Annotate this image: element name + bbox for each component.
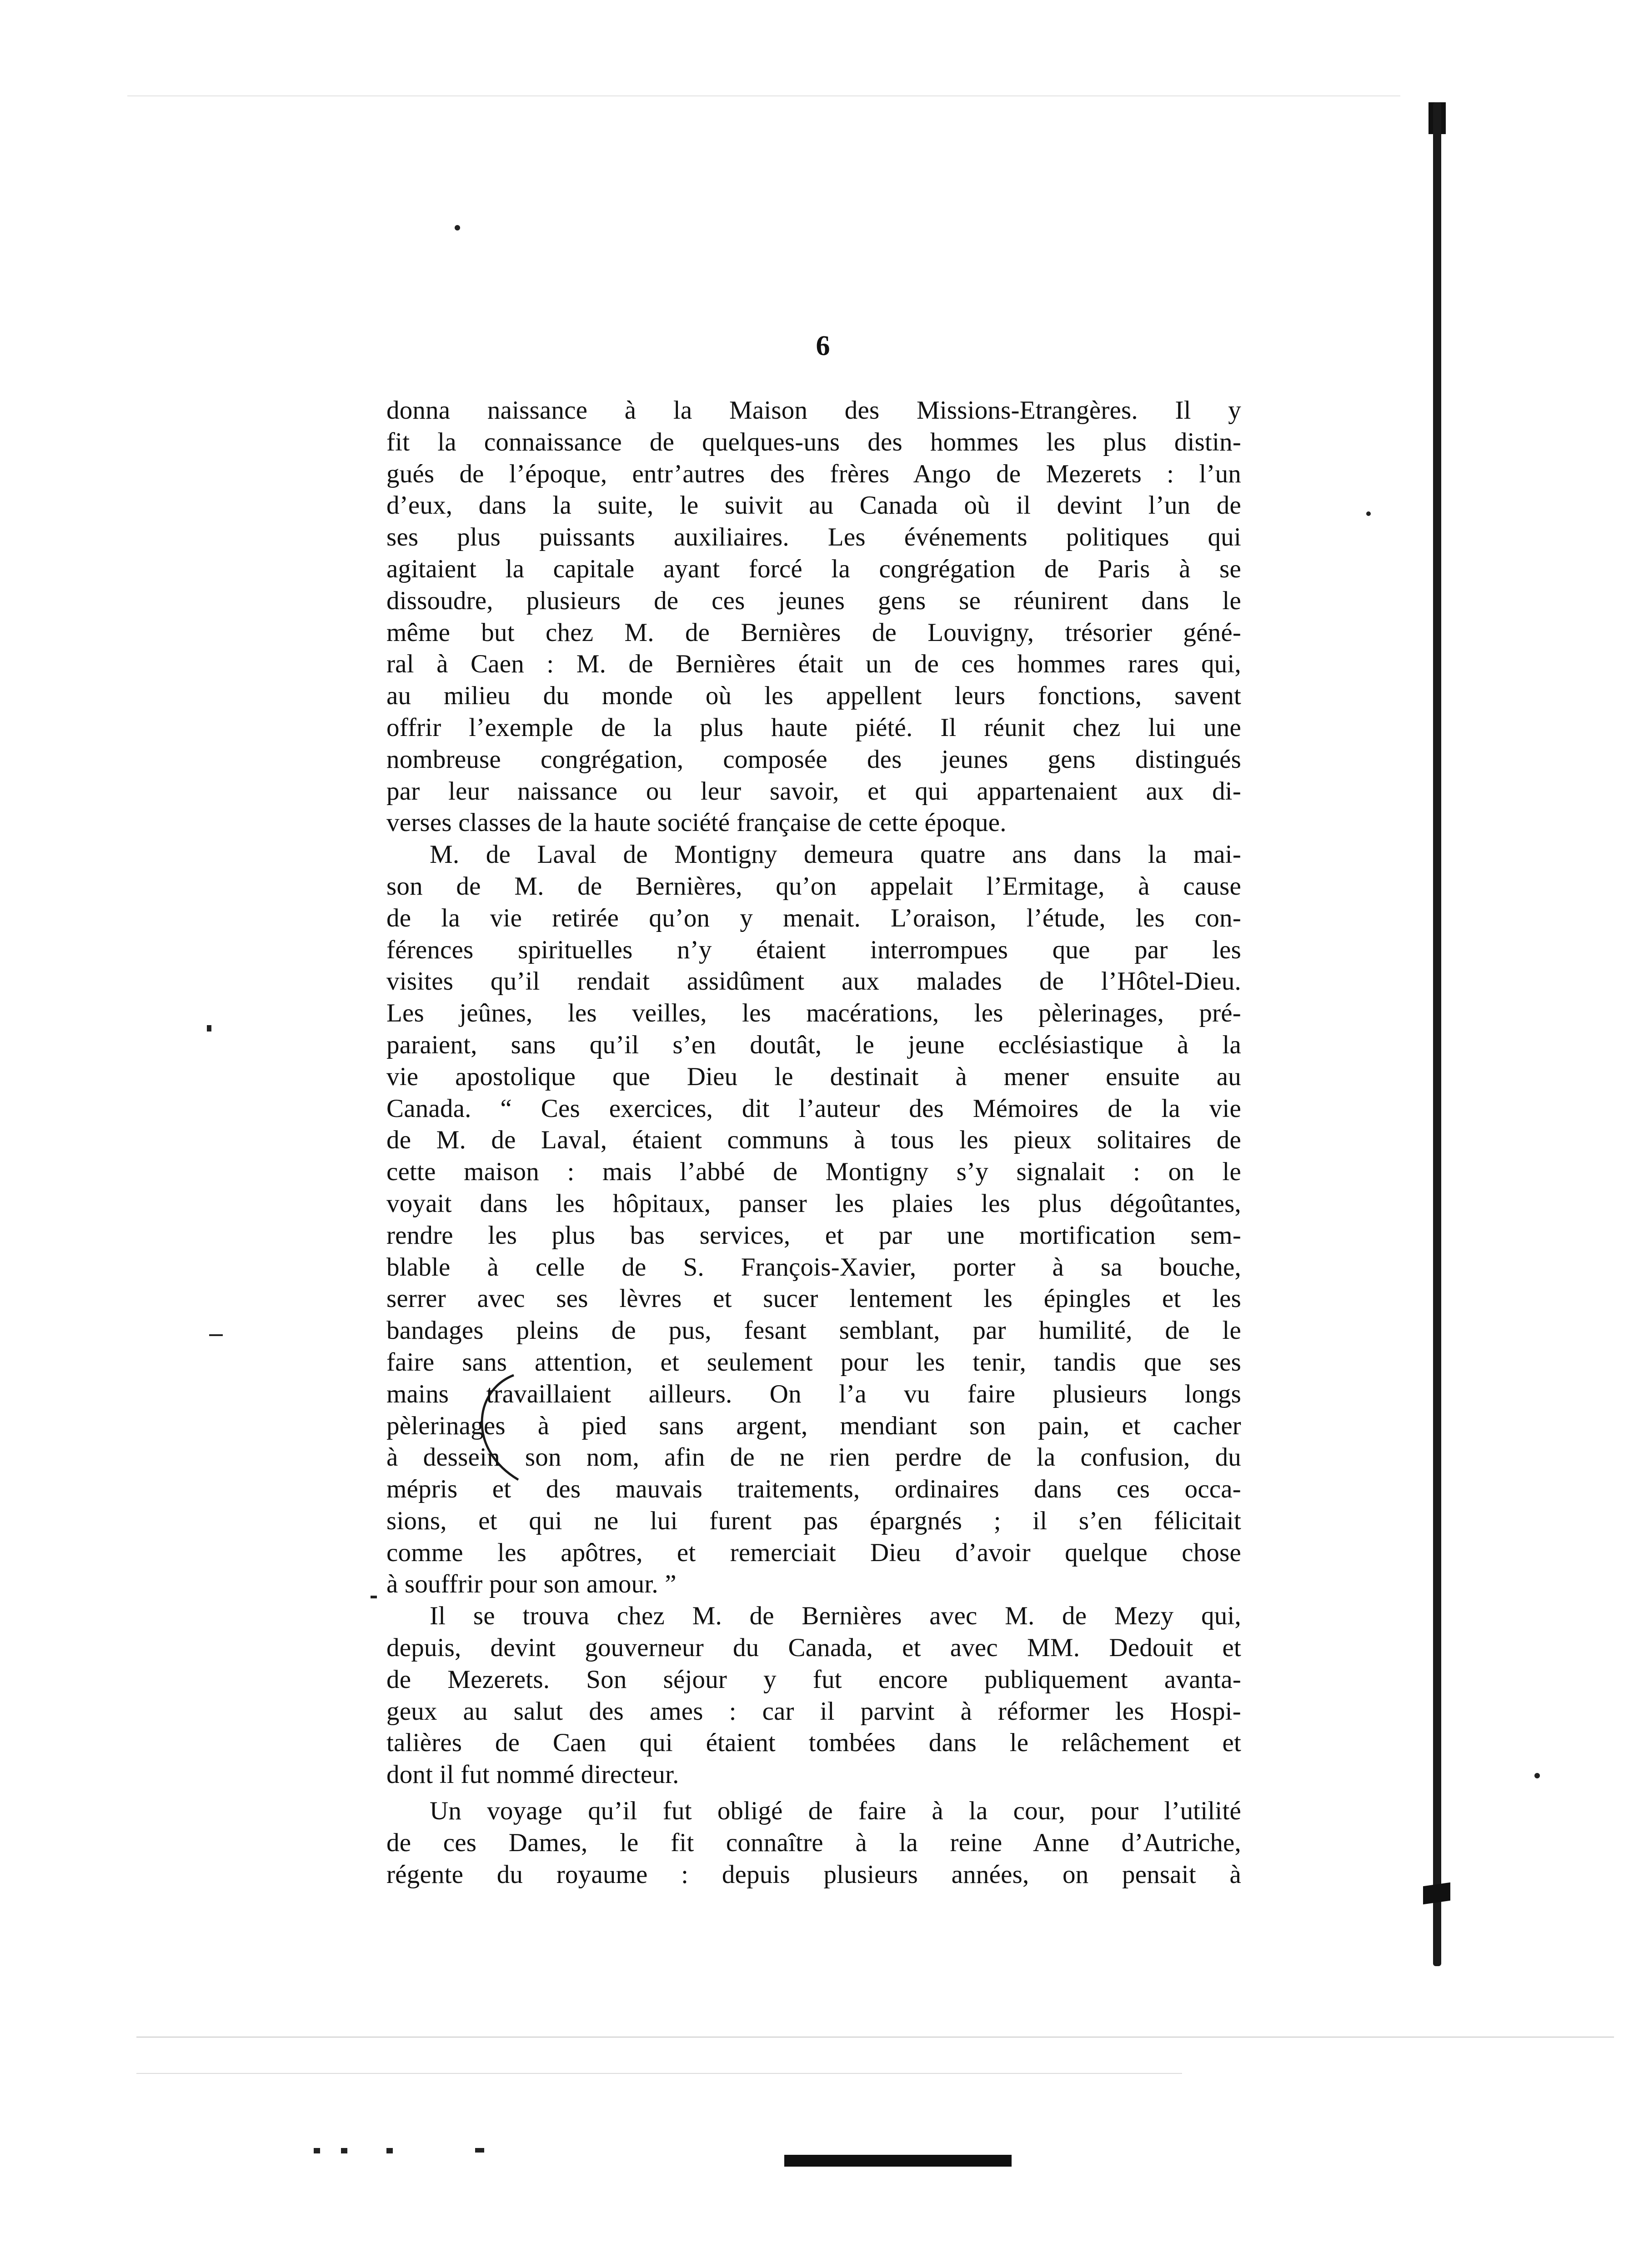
- text-line: paraient, sans qu’il s’en doutât, le jeune ecclésiastique à la: [386, 1030, 1241, 1059]
- text-line: Un voyage qu’il fut obligé de faire à la cour, pour l’utilité: [430, 1797, 1241, 1826]
- scan-speck: [341, 2148, 347, 2153]
- text-line: visites qu’il rendait assidûment aux malades de l’Hôtel-Dieu.: [386, 967, 1241, 996]
- text-line: voyait dans les hôpitaux, panser les plaies les plus dégoûtantes,: [386, 1189, 1241, 1218]
- text-line: depuis, devint gouverneur du Canada, et avec MM. Dedouit et: [386, 1633, 1241, 1662]
- text-line: férences spirituelles n’y étaient interrompues que par les: [386, 935, 1241, 964]
- scan-speck: [207, 1025, 211, 1031]
- paragraph-3: [386, 1600, 1241, 1791]
- text-line: de M. de Laval, étaient communs à tous les pieux solitaires de: [386, 1126, 1241, 1155]
- text-line: gués de l’époque, entr’autres des frères Ango de Mezerets : l’un: [386, 459, 1241, 488]
- scan-speck: [314, 2148, 320, 2153]
- text-line: donna naissance à la Maison des Missions-Etrangères. Il y: [386, 396, 1241, 425]
- text-line: mains travaillaient ailleurs. On l’a vu faire plusieurs longs: [386, 1379, 1241, 1408]
- text-line: de ces Dames, le fit connaître à la reine Anne d’Autriche,: [386, 1828, 1241, 1857]
- gutter-bottom-mark: [1423, 1882, 1450, 1904]
- text-line: Les jeûnes, les veilles, les macérations, les pèlerinages, pré-: [386, 999, 1241, 1028]
- scan-speck: [1534, 1773, 1540, 1778]
- text-line: dissoudre, plusieurs de ces jeunes gens se réunirent dans le: [386, 586, 1241, 615]
- paragraph-4: [386, 1795, 1241, 1890]
- paragraph-1: [386, 395, 1241, 839]
- text-line: cette maison : mais l’abbé de Montigny s’y signalait : on le: [386, 1157, 1241, 1187]
- gutter-bar: [1433, 102, 1441, 1966]
- text-line: nombreuse congrégation, composée des jeunes gens distingués: [386, 745, 1241, 774]
- text-line: talières de Caen qui étaient tombées dans le relâchement et: [386, 1728, 1241, 1757]
- text-line: par leur naissance ou leur savoir, et qui appartenaient aux di-: [386, 776, 1241, 806]
- text-line: bandages pleins de pus, fesant semblant, par humilité, de le: [386, 1316, 1241, 1345]
- text-line: Il se trouva chez M. de Bernières avec M. de Mezy qui,: [430, 1602, 1241, 1631]
- text-line: même but chez M. de Bernières de Louvigny, trésorier géné-: [386, 618, 1241, 647]
- text-line: ses plus puissants auxiliaires. Les événements politiques qui: [386, 523, 1241, 552]
- scan-speck: [371, 1596, 377, 1598]
- scan-rule-top: [127, 95, 1400, 96]
- text-line: serrer avec ses lèvres et sucer lentement les épingles et les: [386, 1284, 1241, 1313]
- scan-speck: [1366, 511, 1371, 516]
- text-line: de la vie retirée qu’on y menait. L’oraison, l’étude, les con-: [386, 903, 1241, 932]
- text-line: geux au salut des ames : car il parvint à réformer les Hospi-: [386, 1697, 1241, 1726]
- scan-rule-bottom-2: [136, 2073, 1182, 2074]
- body-text: [386, 395, 1241, 1890]
- text-line: verses classes de la haute société française de cette époque.: [386, 808, 1007, 837]
- text-line: à souffrir pour son amour. ”: [386, 1570, 677, 1599]
- text-line: rendre les plus bas services, et par une mortification sem-: [386, 1221, 1241, 1250]
- text-line: régente du royaume : depuis plusieurs années, on pensait à: [386, 1860, 1241, 1889]
- scan-speck: [455, 225, 460, 230]
- text-line: sions, et qui ne lui furent pas épargnés ; il s’en félicitait: [386, 1506, 1241, 1535]
- scan-speck: [475, 2148, 484, 2153]
- scan-speck: [209, 1334, 223, 1336]
- binding-gutter: [1423, 102, 1450, 1984]
- text-line: faire sans attention, et seulement pour les tenir, tandis que ses: [386, 1347, 1241, 1377]
- text-line: comme les apôtres, et remerciait Dieu d’avoir quelque chose: [386, 1538, 1241, 1567]
- text-line: d’eux, dans la suite, le suivit au Canada où il devint l’un de: [386, 491, 1241, 520]
- footer-ornament: [784, 2155, 1012, 2167]
- text-line: offrir l’exemple de la plus haute piété. Il réunit chez lui une: [386, 713, 1241, 742]
- text-line: au milieu du monde où les appellent leurs fonctions, savent: [386, 681, 1241, 711]
- text-line: vie apostolique que Dieu le destinait à mener ensuite au: [386, 1062, 1241, 1091]
- text-line: pèlerinages à pied sans argent, mendiant son pain, et cacher: [386, 1411, 1241, 1440]
- paragraph-2: [386, 839, 1241, 1600]
- scan-rule-bottom: [136, 2037, 1614, 2038]
- text-line: fit la connaissance de quelques-uns des hommes les plus distin-: [386, 427, 1241, 456]
- text-line: son de M. de Bernières, qu’on appelait l’Ermitage, à cause: [386, 871, 1241, 901]
- text-line: à dessein son nom, afin de ne rien perdre de la confusion, du: [386, 1443, 1241, 1472]
- text-line: dont il fut nommé directeur.: [386, 1760, 679, 1789]
- text-line: mépris et des mauvais traitements, ordinaires dans ces occa-: [386, 1475, 1241, 1504]
- text-line: ral à Caen : M. de Bernières était un de ces hommes rares qui,: [386, 650, 1241, 679]
- scan-speck: [386, 2148, 393, 2153]
- text-line: de Mezerets. Son séjour y fut encore publiquement avanta-: [386, 1665, 1241, 1694]
- text-line: agitaient la capitale ayant forcé la congrégation de Paris à se: [386, 554, 1241, 583]
- text-line: M. de Laval de Montigny demeura quatre ans dans la mai-: [430, 840, 1241, 869]
- text-line: blable à celle de S. François-Xavier, porter à sa bouche,: [386, 1252, 1241, 1282]
- page-number: 6: [816, 330, 830, 361]
- text-line: Canada. “ Ces exercices, dit l’auteur des Mémoires de la vie: [386, 1094, 1241, 1123]
